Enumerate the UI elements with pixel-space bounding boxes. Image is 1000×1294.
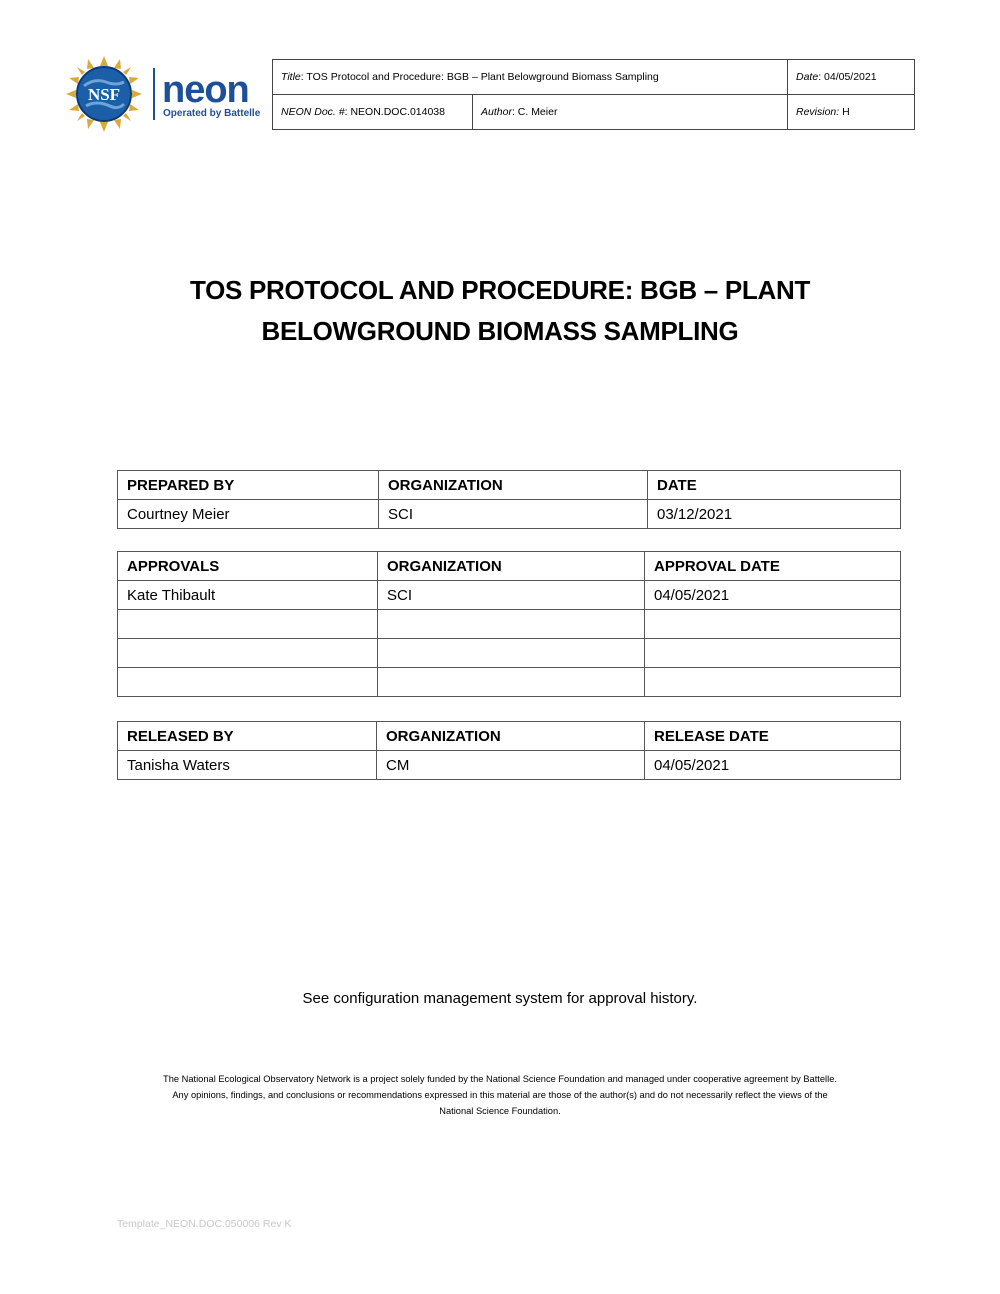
- header-doc-number-cell: NEON Doc. #: NEON.DOC.014038: [273, 95, 473, 130]
- header-cell: PREPARED BY: [118, 471, 379, 500]
- nsf-seal-icon: [66, 56, 142, 132]
- header-cell: DATE: [648, 471, 901, 500]
- neon-wordmark: neon: [162, 69, 249, 111]
- cell: [645, 639, 901, 668]
- cell: [645, 668, 901, 697]
- document-header-table: [272, 59, 915, 130]
- header-cell: RELEASED BY: [118, 722, 377, 751]
- cell: [118, 639, 378, 668]
- cell: 04/05/2021: [645, 581, 901, 610]
- config-management-note: See configuration management system for approval history.: [302, 990, 698, 1007]
- cell: 03/12/2021: [648, 500, 901, 529]
- disclaimer: The National Ecological Observatory Network is a project solely funded by the National Science Foundation and managed under cooperative agreement by Battelle. Any opinions, findings, and conclusions or recommendations expressed in this material are those of the author(s) and do not necessarily reflect the views of the National Science Foundation.: [163, 1074, 837, 1116]
- header-author-cell: Author: C. Meier: [473, 95, 788, 130]
- cell: Tanisha Waters: [118, 751, 377, 780]
- table-row: [118, 668, 901, 697]
- header-cell: ORGANIZATION: [379, 471, 648, 500]
- header-cell: APPROVAL DATE: [645, 552, 901, 581]
- cell: Courtney Meier: [118, 500, 379, 529]
- table-row: [118, 751, 901, 780]
- table-row: [118, 500, 901, 529]
- table-row: [118, 581, 901, 610]
- cell: [378, 639, 645, 668]
- document-title: TOS PROTOCOL AND PROCEDURE: BGB – PLANT BELOWGROUND BIOMASS SAMPLING: [189, 275, 811, 346]
- cell: [118, 668, 378, 697]
- approvals-table: [117, 551, 901, 697]
- prepared-by-table: [117, 470, 901, 529]
- table-row: [118, 610, 901, 639]
- header-date-cell: Date: 04/05/2021: [788, 60, 915, 95]
- cell: [645, 610, 901, 639]
- header-cell: ORGANIZATION: [377, 722, 645, 751]
- header-cell: ORGANIZATION: [378, 552, 645, 581]
- cell: [378, 668, 645, 697]
- released-by-table: [117, 721, 901, 780]
- cell: SCI: [379, 500, 648, 529]
- template-id: Template_NEON.DOC.050006 Rev K: [117, 1218, 292, 1230]
- header-cell: APPROVALS: [118, 552, 378, 581]
- header-revision-cell: Revision: H: [788, 95, 915, 130]
- nsf-neon-logo: [66, 56, 272, 132]
- cell: [118, 610, 378, 639]
- cell: CM: [377, 751, 645, 780]
- cell: [378, 610, 645, 639]
- cell: SCI: [378, 581, 645, 610]
- header-cell: RELEASE DATE: [645, 722, 901, 751]
- battelle-tagline: Operated by Battelle: [163, 108, 261, 119]
- nsf-text: NSF: [87, 85, 121, 104]
- header-title-cell: Title: TOS Protocol and Procedure: BGB – Plant Belowground Biomass Sampling: [273, 60, 788, 95]
- cell: 04/05/2021: [645, 751, 901, 780]
- cell: Kate Thibault: [118, 581, 378, 610]
- table-row: [118, 639, 901, 668]
